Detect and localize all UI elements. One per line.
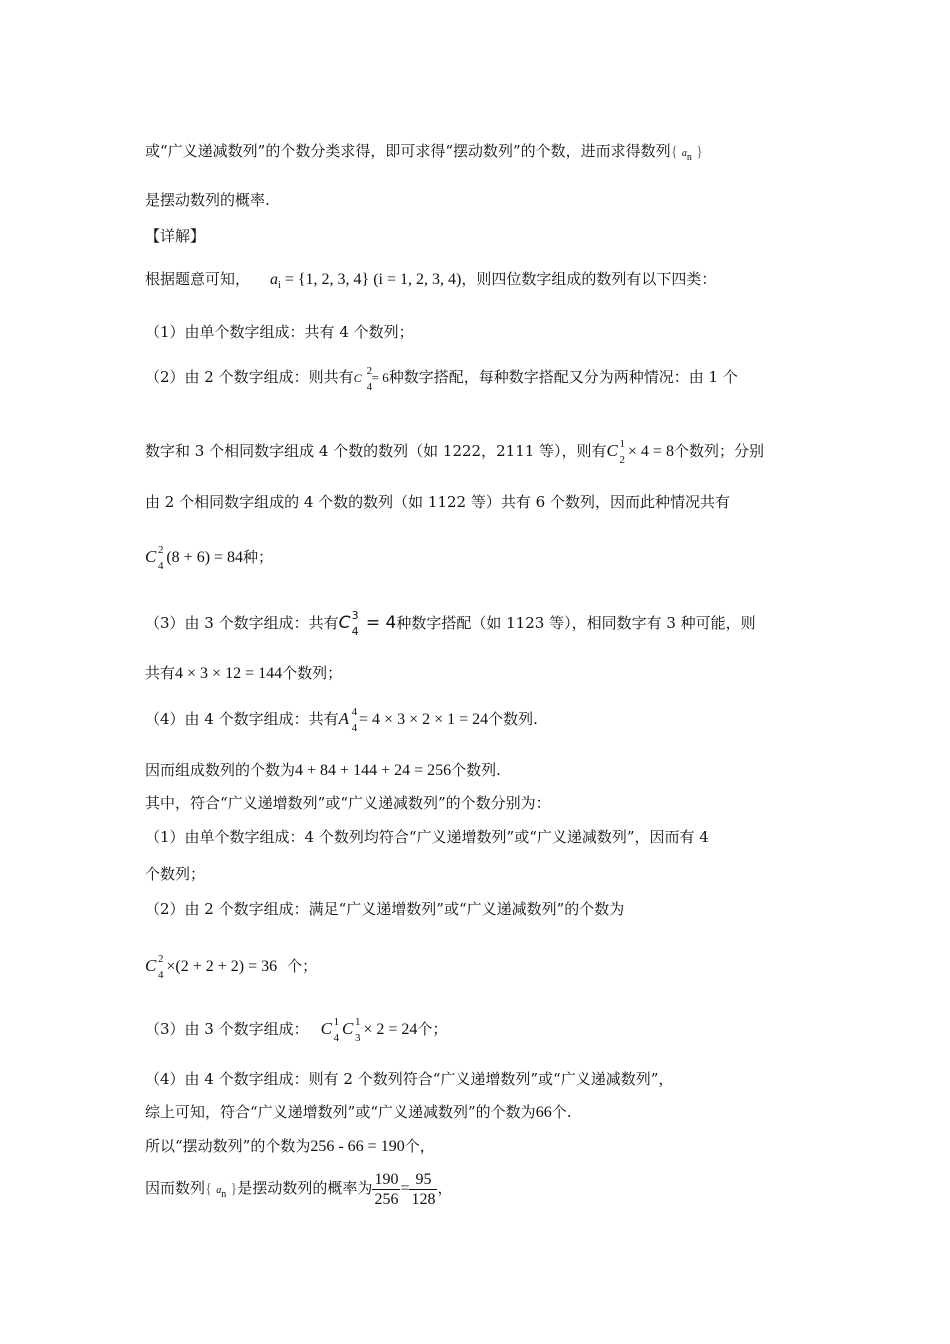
formula-difference: 256 - 66 = 190 <box>310 1138 405 1155</box>
formula-c21: C 1 2 × 4 = 8 <box>606 438 674 466</box>
formula-c41-c31: C 1 4 C 1 3 × 2 = 24 <box>320 1016 418 1044</box>
text-line-16: 个数列； <box>145 865 206 883</box>
formula-c42: C 2 4 = 6 <box>353 365 389 393</box>
text-line-18: C 2 4 ×(2 + 2 + 2) = 36 个； <box>145 953 318 981</box>
text-line-23: 因而数列{ $a_n$ }是摆动数列的概率为 $\frac{190}{256}$ = $\frac{95}{128}$ ， <box>145 1170 453 1208</box>
text-line-17: （2）由 2 个数字组成：满足“广义递增数列”或“广义递减数列”的个数为 <box>145 900 625 918</box>
text-line-19: （3）由 3 个数字组成： C 1 4 C 1 3 × 2 = 24个； <box>145 1016 448 1044</box>
text-line-21: 综上可知，符合“广义递增数列”或“广义递减数列”的个数为66个. <box>145 1103 572 1121</box>
formula-c42-36: C 2 4 ×(2 + 2 + 2) = 36 <box>145 953 278 981</box>
text-line-11: 共有4 × 3 × 12 = 144个数列； <box>145 664 343 682</box>
text-line-20: （4）由 4 个数字组成：则有 2 个数列符合“广义递增数列”或“广义递减数列”， <box>145 1070 674 1088</box>
text-line-5: （1）由单个数字组成：共有 4 个数列； <box>145 323 414 341</box>
value-66: 66 <box>535 1104 552 1121</box>
text-line-9: C 2 4 (8 + 6) = 84种； <box>145 544 274 572</box>
text-line-7: 数字和 3 个相同数字组成 4 个数的数列（如 1222，2111 等），则有C 1 2 × 4 = 8个数列；分别 <box>145 438 764 466</box>
text-line-15: （1）由单个数字组成：4 个数列均符合“广义递增数列”或“广义递减数列”，因而有 4 <box>145 828 709 846</box>
text-line-2: 是摆动数列的概率. <box>145 191 270 209</box>
text-line-1: 或“广义递减数列”的个数分类求得，即可求得“摆动数列”的个数，进而求得数列{ $a_n$ } <box>145 142 704 164</box>
fraction-190-256: $\frac{190}{256}$ <box>374 1170 399 1208</box>
text-line-14: 其中，符合“广义递增数列”或“广义递减数列”的个数分别为： <box>145 794 551 812</box>
text-line-8: 由 2 个相同数字组成的 4 个数的数列（如 1122 等）共有 6 个数列，因而此种情况共有 <box>145 493 730 511</box>
sequence-an-2: { $a_n$ } <box>205 1181 238 1201</box>
formula-a44: A 4 4 = 4 × 3 × 2 × 1 = 24 <box>338 706 489 734</box>
text-line-13: 因而组成数列的个数为4 + 84 + 144 + 24 = 256个数列. <box>145 761 501 779</box>
text-line-6: （2）由 2 个数字组成：则共有C 2 4 = 6种数字搭配，每种数字搭配又分为两种情况：由 1 个 <box>145 365 738 393</box>
section-heading-detail: 【详解】 <box>145 227 206 245</box>
text-line-10: （3）由 3 个数字组成：共有C 3 4 = 4种数字搭配（如 1123 等），相同数字有 3 种可能，则 <box>145 609 756 638</box>
fraction-95-128: $\frac{95}{128}$ <box>411 1170 436 1208</box>
formula-product: 4 × 3 × 12 = 144 <box>175 665 283 682</box>
text-line-22: 所以“摆动数列”的个数为256 - 66 = 190个， <box>145 1137 435 1155</box>
text-line-12: （4）由 4 个数字组成：共有A 4 4 = 4 × 3 × 2 × 1 = 24个数列. <box>145 706 538 734</box>
formula-ai: $a_i = \{1$, 2, 3, 4} (i = 1, 2, 3, 4) <box>270 271 462 292</box>
formula-c43: C 3 4 = 4 <box>338 609 397 638</box>
formula-sum: 4 + 84 + 144 + 24 = 256 <box>295 762 452 779</box>
sequence-an: { $a_n$ } <box>670 144 704 164</box>
formula-c42-84: C 2 4 (8 + 6) = 84 <box>145 544 244 572</box>
text-line-4: 根据题意可知， $a_i = \{1$, 2, 3, 4} (i = 1, 2, 3, 4)，则四位数字组成的数列有以下四类： <box>145 270 717 292</box>
